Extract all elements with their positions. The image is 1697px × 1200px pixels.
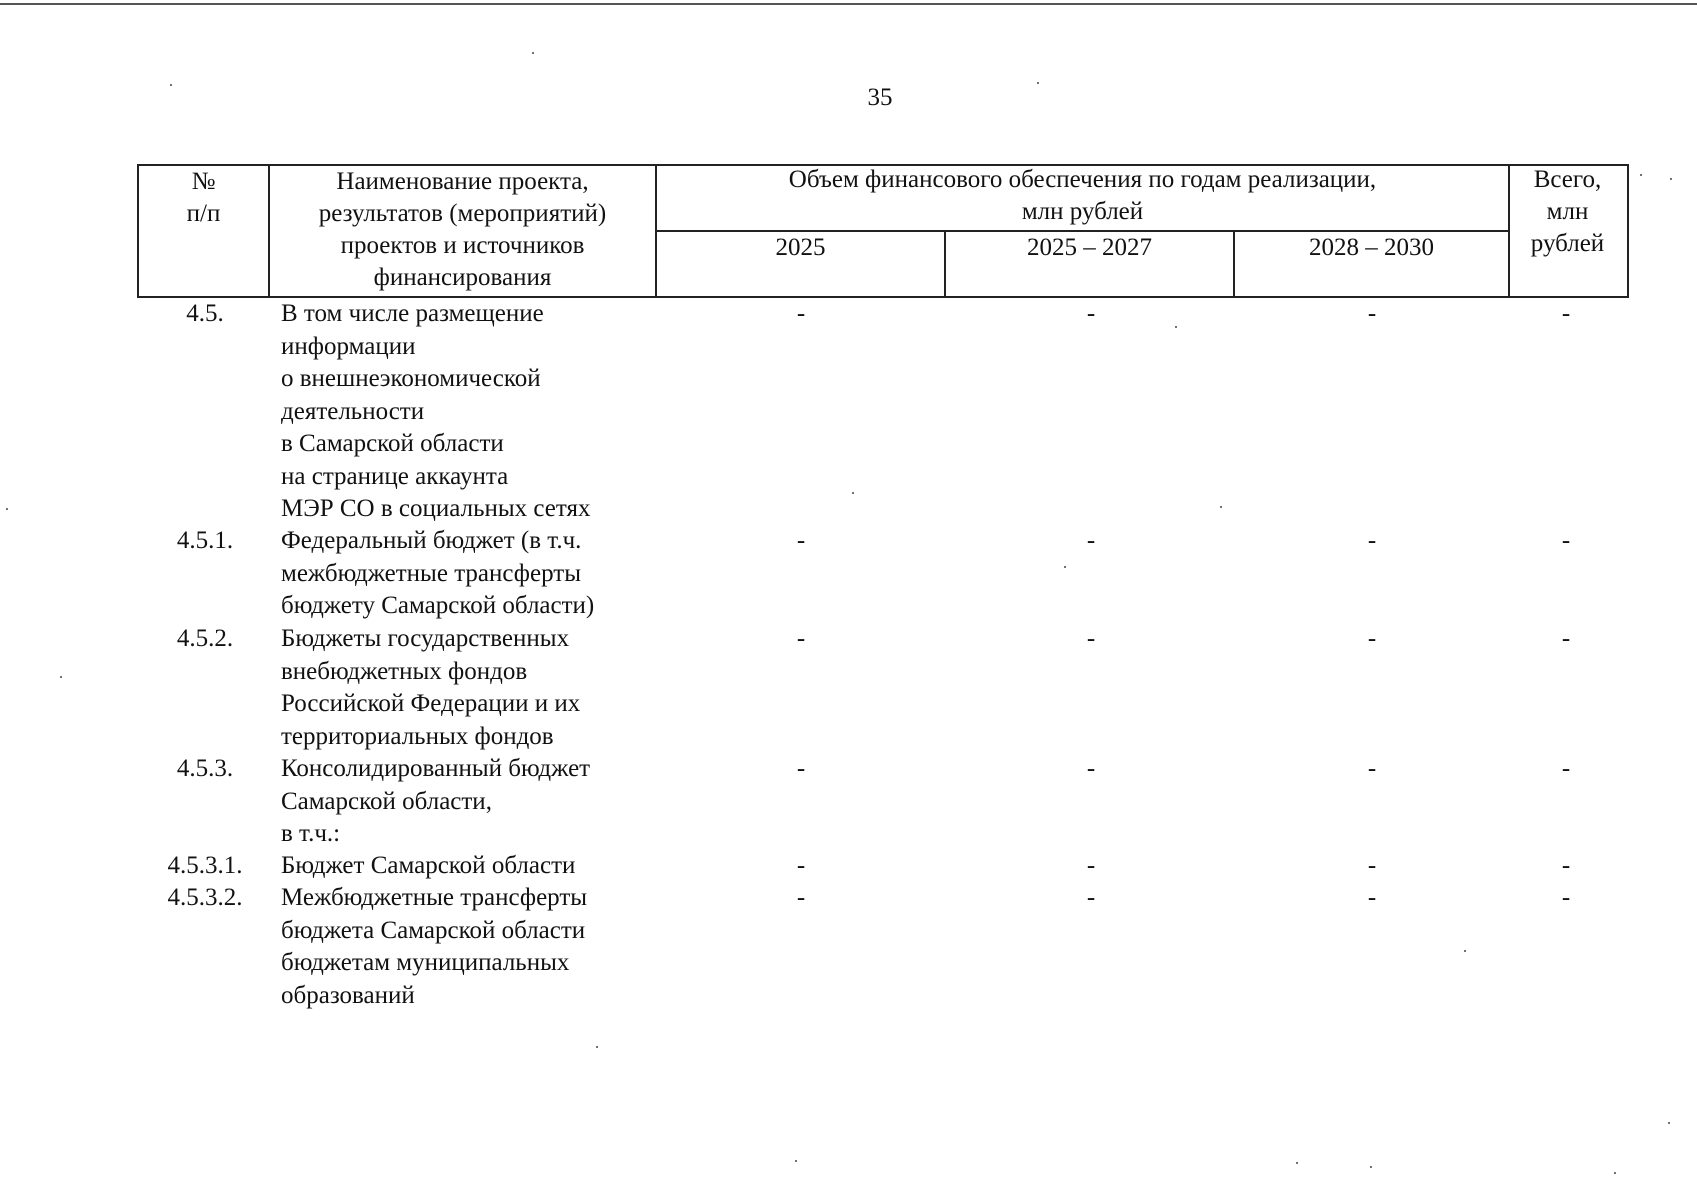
value-2025: - xyxy=(796,625,806,652)
scan-speck xyxy=(1614,1172,1616,1174)
scan-speck xyxy=(1175,326,1177,328)
header-year-2025-2027: 2025 – 2027 xyxy=(1027,234,1152,261)
row-name-line: бюджетам муниципальных xyxy=(281,949,570,976)
row-name-line: информации xyxy=(281,332,416,360)
header-text: Всего, xyxy=(1533,166,1602,193)
value-total: - xyxy=(1561,625,1571,652)
row-name-line: Бюджеты государственных xyxy=(281,625,570,652)
row-name-line: о внешнеэкономической xyxy=(281,365,541,392)
row-name-line: МЭР СО в социальных сетях xyxy=(281,495,591,522)
row-name xyxy=(281,882,661,1012)
header-total-cell xyxy=(1510,164,1625,260)
value-2025-2027: - xyxy=(1086,884,1096,911)
row-name-line: Российской Федерации и их xyxy=(281,690,581,717)
row-name-line: территориальных фондов xyxy=(281,722,554,750)
scan-speck xyxy=(1464,950,1466,952)
scan-speck xyxy=(170,84,172,86)
scan-speck xyxy=(1037,82,1039,84)
row-name-line: внебюджетных фондов xyxy=(281,657,528,685)
value-2028-2030: - xyxy=(1367,527,1377,554)
scan-speck xyxy=(1668,1122,1670,1124)
page-top-border xyxy=(0,3,1697,5)
row-name-line: межбюджетные трансферты xyxy=(281,559,581,587)
header-name-cell xyxy=(270,166,655,294)
scan-speck xyxy=(1670,178,1672,180)
value-2028-2030: - xyxy=(1367,625,1377,652)
value-2028-2030: - xyxy=(1367,884,1377,911)
header-year-2028-2030: 2028 – 2030 xyxy=(1309,234,1434,261)
value-total: - xyxy=(1561,852,1571,879)
scan-speck xyxy=(1220,506,1222,508)
row-number: 4.5.3.1. xyxy=(167,852,243,879)
row-name-line: образований xyxy=(281,981,415,1009)
row-name-line: на странице аккаунта xyxy=(281,462,509,490)
row-name-line: Межбюджетные трансферты xyxy=(281,884,588,911)
value-2025: - xyxy=(796,884,806,911)
row-name-line: Самарской области, xyxy=(281,787,492,815)
row-name-line: деятельности xyxy=(281,397,425,425)
scan-speck xyxy=(532,52,534,54)
header-text: проектов и источников xyxy=(340,232,585,259)
row-name xyxy=(281,525,661,623)
header-text: рублей xyxy=(1530,230,1605,257)
row-name-line: в т.ч.: xyxy=(281,820,341,847)
row-name-line: бюджету Самарской области) xyxy=(281,592,595,619)
row-name xyxy=(281,623,661,753)
row-number: 4.5.3. xyxy=(176,755,234,782)
value-2028-2030: - xyxy=(1367,300,1377,327)
header-text: млн рублей xyxy=(1021,198,1144,225)
value-2025-2027: - xyxy=(1086,527,1096,554)
header-num-cell xyxy=(139,166,268,230)
row-name-line: Консолидированный бюджет xyxy=(281,755,591,782)
scan-speck xyxy=(852,492,854,494)
row-name-line: в Самарской области xyxy=(281,430,504,457)
row-name-line: Федеральный бюджет (в т.ч. xyxy=(281,527,582,554)
scan-speck xyxy=(596,1046,598,1048)
header-text: результатов (мероприятий) xyxy=(318,200,607,227)
value-2025: - xyxy=(796,300,806,327)
scan-speck xyxy=(1296,1162,1298,1164)
scan-speck xyxy=(1370,1166,1372,1168)
value-2025-2027: - xyxy=(1086,852,1096,879)
row-number: 4.5. xyxy=(186,300,224,327)
value-2028-2030: - xyxy=(1367,755,1377,782)
scan-speck xyxy=(1640,174,1642,176)
value-total: - xyxy=(1561,884,1571,911)
value-total: - xyxy=(1561,755,1571,782)
header-text: № xyxy=(191,168,216,195)
value-2028-2030: - xyxy=(1367,852,1377,879)
row-number: 4.5.1. xyxy=(176,527,234,554)
row-name-line: бюджета Самарской области xyxy=(281,916,586,944)
scan-speck xyxy=(795,1160,797,1162)
value-2025-2027: - xyxy=(1086,755,1096,782)
header-text: Наименование проекта, xyxy=(336,168,589,195)
row-name-line: Бюджет Самарской области xyxy=(281,852,576,879)
header-text: млн xyxy=(1546,198,1589,225)
scan-speck xyxy=(1064,566,1066,568)
header-volume-cell xyxy=(657,164,1508,228)
row-name-line: В том числе размещение xyxy=(281,300,544,327)
value-total: - xyxy=(1561,300,1571,327)
row-name xyxy=(281,298,661,526)
header-year-2025: 2025 xyxy=(775,234,826,261)
value-2025: - xyxy=(796,852,806,879)
page-number: 35 xyxy=(867,84,893,111)
value-2025: - xyxy=(796,527,806,554)
row-number: 4.5.3.2. xyxy=(167,884,243,911)
value-2025-2027: - xyxy=(1086,625,1096,652)
scan-speck xyxy=(60,676,62,678)
scan-speck xyxy=(6,508,8,510)
row-name xyxy=(281,850,661,883)
header-text: Объем финансового обеспечения по годам реализации, xyxy=(788,166,1377,193)
header-text: п/п xyxy=(186,200,221,227)
row-number: 4.5.2. xyxy=(176,625,234,652)
header-text: финансирования xyxy=(373,264,552,291)
row-name xyxy=(281,753,661,851)
value-2025-2027: - xyxy=(1086,300,1096,327)
value-total: - xyxy=(1561,527,1571,554)
value-2025: - xyxy=(796,755,806,782)
